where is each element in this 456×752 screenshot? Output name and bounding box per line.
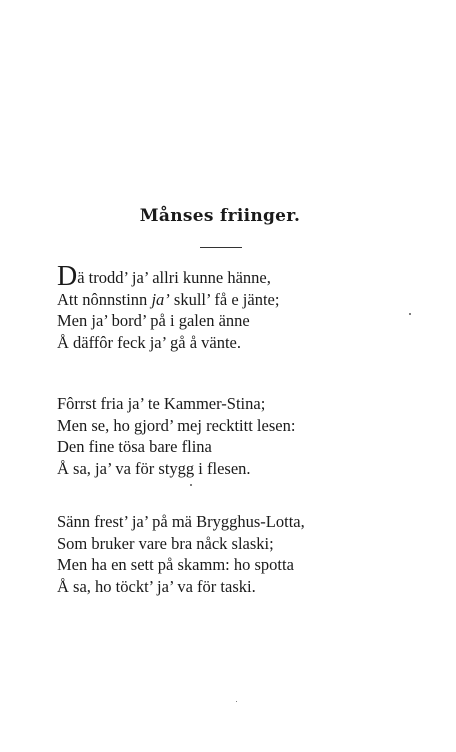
emphasis: ja’ (151, 289, 170, 309)
poem-line: Sänn frest’ ja’ på mä Brygghus-Lotta, (57, 512, 305, 531)
stanza-3 (57, 511, 305, 597)
stanza-2 (57, 393, 295, 479)
poem-line: Som bruker vare bra nåck slaski; (57, 533, 274, 553)
poem-line: Å sa, ja’ va för stygg i flesen. (57, 458, 251, 478)
paper-speck (190, 484, 192, 486)
title-divider (200, 247, 242, 248)
poem-line: Men ha en sett på skamm: ho spotta (57, 555, 294, 574)
drop-cap: D (57, 261, 78, 292)
poem-title: Månses friinger. (139, 206, 301, 226)
poem-line: Fôrrst fria ja’ te Kammer-Stina; (57, 394, 266, 413)
paper-speck (236, 701, 237, 702)
poem-line: Att nônnstinn ja’ skull’ få e jänte; (57, 289, 280, 309)
paper-speck (409, 313, 411, 315)
poem-line: Men se, ho gjord’ mej recktitt lesen: (57, 415, 296, 435)
poem-line: Dä trodd’ ja’ allri kunne hänne, (57, 261, 271, 292)
poem-line: Men ja’ bord’ på i galen änne (57, 311, 250, 330)
poem-line: Å sa, ho töckt’ ja’ va för taski. (57, 576, 256, 596)
poem-line: Å däffôr feck ja’ gå å vänte. (57, 332, 241, 352)
poem-line: Den fine tösa bare flina (57, 437, 212, 456)
stanza-1 (57, 261, 280, 353)
